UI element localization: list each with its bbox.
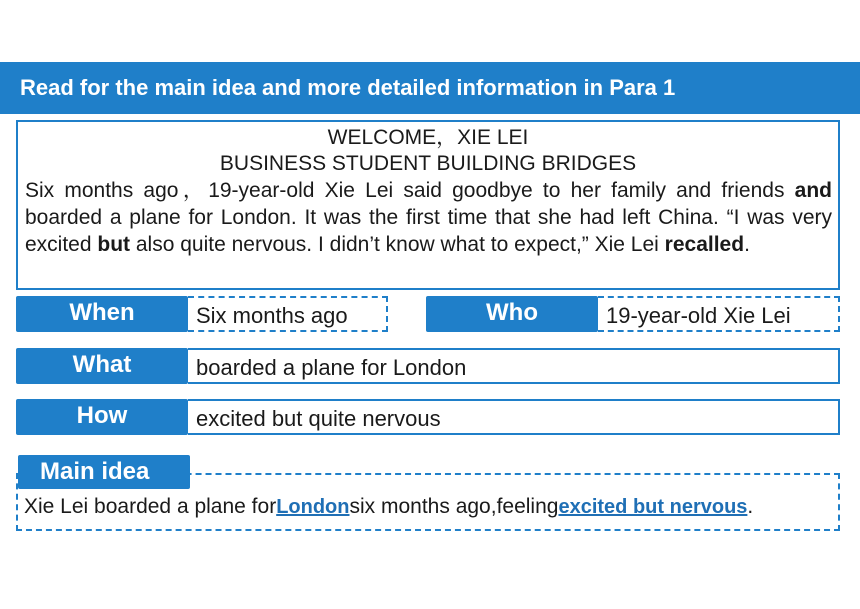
- how-label: How: [16, 399, 188, 435]
- when-label: When: [16, 296, 188, 332]
- passage-bold-but: but: [97, 233, 131, 256]
- passage-bold-and: and: [794, 179, 832, 202]
- passage-text-2: boarded a plane for London. It was the first time that she had left China. “I was very excited: [25, 206, 832, 256]
- passage-subtitle: BUSINESS STUDENT BUILDING BRIDGES: [219, 152, 637, 175]
- how-value: excited but quite nervous: [188, 399, 840, 435]
- row-what: [16, 348, 840, 384]
- main-idea-text-2: six months ago,feeling: [349, 495, 559, 518]
- section-banner: Read for the main idea and more detailed information in Para 1: [0, 62, 860, 114]
- main-idea-blank-2[interactable]: excited but nervous: [558, 496, 748, 518]
- row-who: [426, 296, 840, 332]
- when-value: Six months ago: [188, 296, 388, 332]
- main-idea-label: Main idea: [18, 455, 190, 489]
- passage-bold-recalled: recalled: [664, 233, 745, 256]
- main-idea-blank-1[interactable]: London: [276, 496, 350, 518]
- passage-box: [16, 120, 840, 290]
- who-label: Who: [426, 296, 598, 332]
- who-value: 19-year-old Xie Lei: [598, 296, 840, 332]
- passage-text-3: also quite nervous. I didn’t know what to expect,” Xie Lei: [130, 233, 665, 256]
- main-idea-sentence: [24, 493, 753, 521]
- what-label: What: [16, 348, 188, 384]
- row-how: [16, 399, 840, 435]
- main-idea-text-3: .: [747, 495, 754, 518]
- passage-text-1: Six months ago，19-year-old Xie Lei said goodbye to her family and friends: [25, 179, 795, 202]
- passage-body: [18, 177, 838, 258]
- main-idea-text-1: Xie Lei boarded a plane for: [24, 495, 277, 518]
- what-value: boarded a plane for London: [188, 348, 840, 384]
- passage-text-4: .: [744, 233, 750, 256]
- row-when: [16, 296, 388, 332]
- passage-title: WELCOME，XIE LEI: [327, 126, 529, 149]
